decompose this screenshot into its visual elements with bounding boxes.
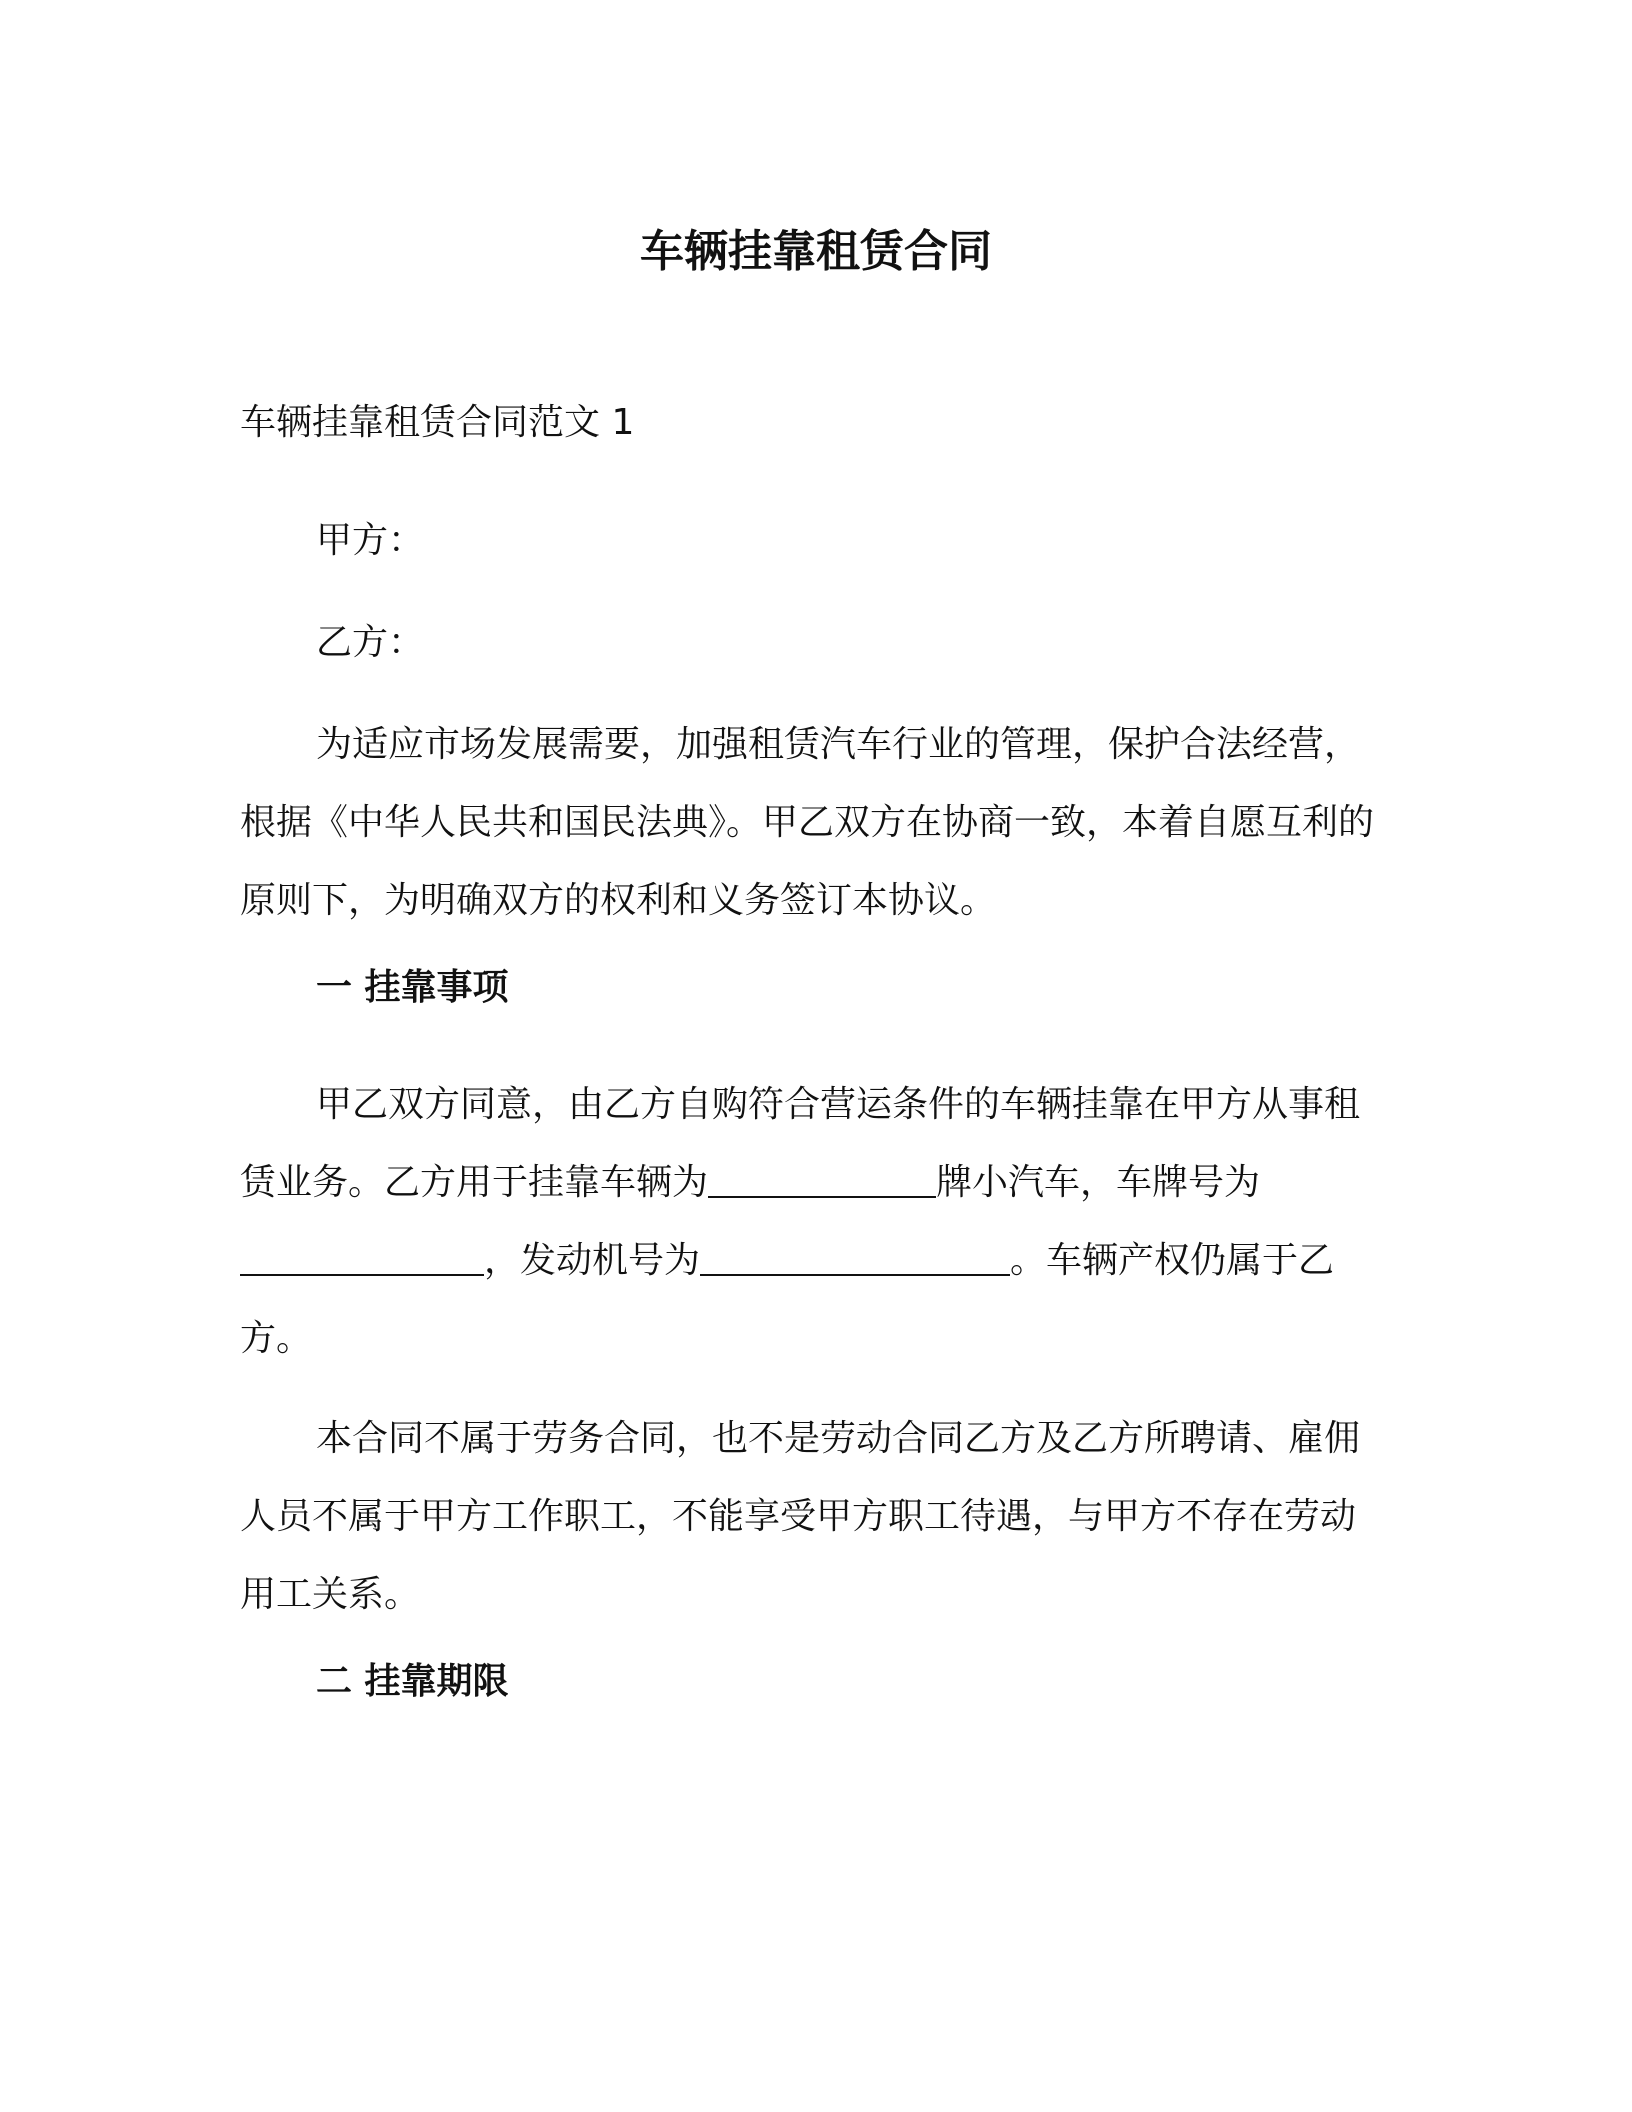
section-2-heading: 二 挂靠期限 bbox=[316, 1661, 509, 1702]
section-1-paragraph-2: 本合同不属于劳务合同，也不是劳动合同乙方及乙方所聘请、雇佣人员不属于甲方工作职工，不能享受甲方职工待遇，与甲方不存在劳动用工关系。 bbox=[240, 1418, 1361, 1615]
party-b-label: 乙方： bbox=[316, 622, 425, 663]
section-1-para-1-text-1: 甲乙双方同意，由乙方自购符合营运条件的车辆挂靠在甲方从事租赁业务。乙方用于挂靠车辆为 bbox=[240, 1084, 1361, 1203]
section-1-para-1-text-2: 牌小汽车，车牌号为 bbox=[936, 1162, 1261, 1203]
document-title: 车辆挂靠租赁合同 bbox=[640, 226, 992, 277]
section-1-heading: 一 挂靠事项 bbox=[316, 967, 509, 1008]
plate-number-blank-line bbox=[240, 1238, 484, 1276]
party-a-label: 甲方： bbox=[316, 520, 425, 561]
document-subtitle: 车辆挂靠租赁合同范文 1 bbox=[240, 402, 635, 443]
brand-blank-line bbox=[708, 1160, 936, 1198]
section-1-paragraph-1 bbox=[240, 1066, 1380, 1378]
section-1-para-1-text-4: 。车辆产权仍属于乙方。 bbox=[240, 1240, 1335, 1359]
section-1-para-1-text-3: ，发动机号为 bbox=[484, 1240, 701, 1281]
intro-paragraph: 为适应市场发展需要，加强租赁汽车行业的管理，保护合法经营，根据《中华人民共和国民法典》。甲乙双方在协商一致，本着自愿互利的原则下，为明确双方的权利和义务签订本协议。 bbox=[240, 724, 1375, 921]
engine-number-blank-line bbox=[700, 1238, 1010, 1276]
